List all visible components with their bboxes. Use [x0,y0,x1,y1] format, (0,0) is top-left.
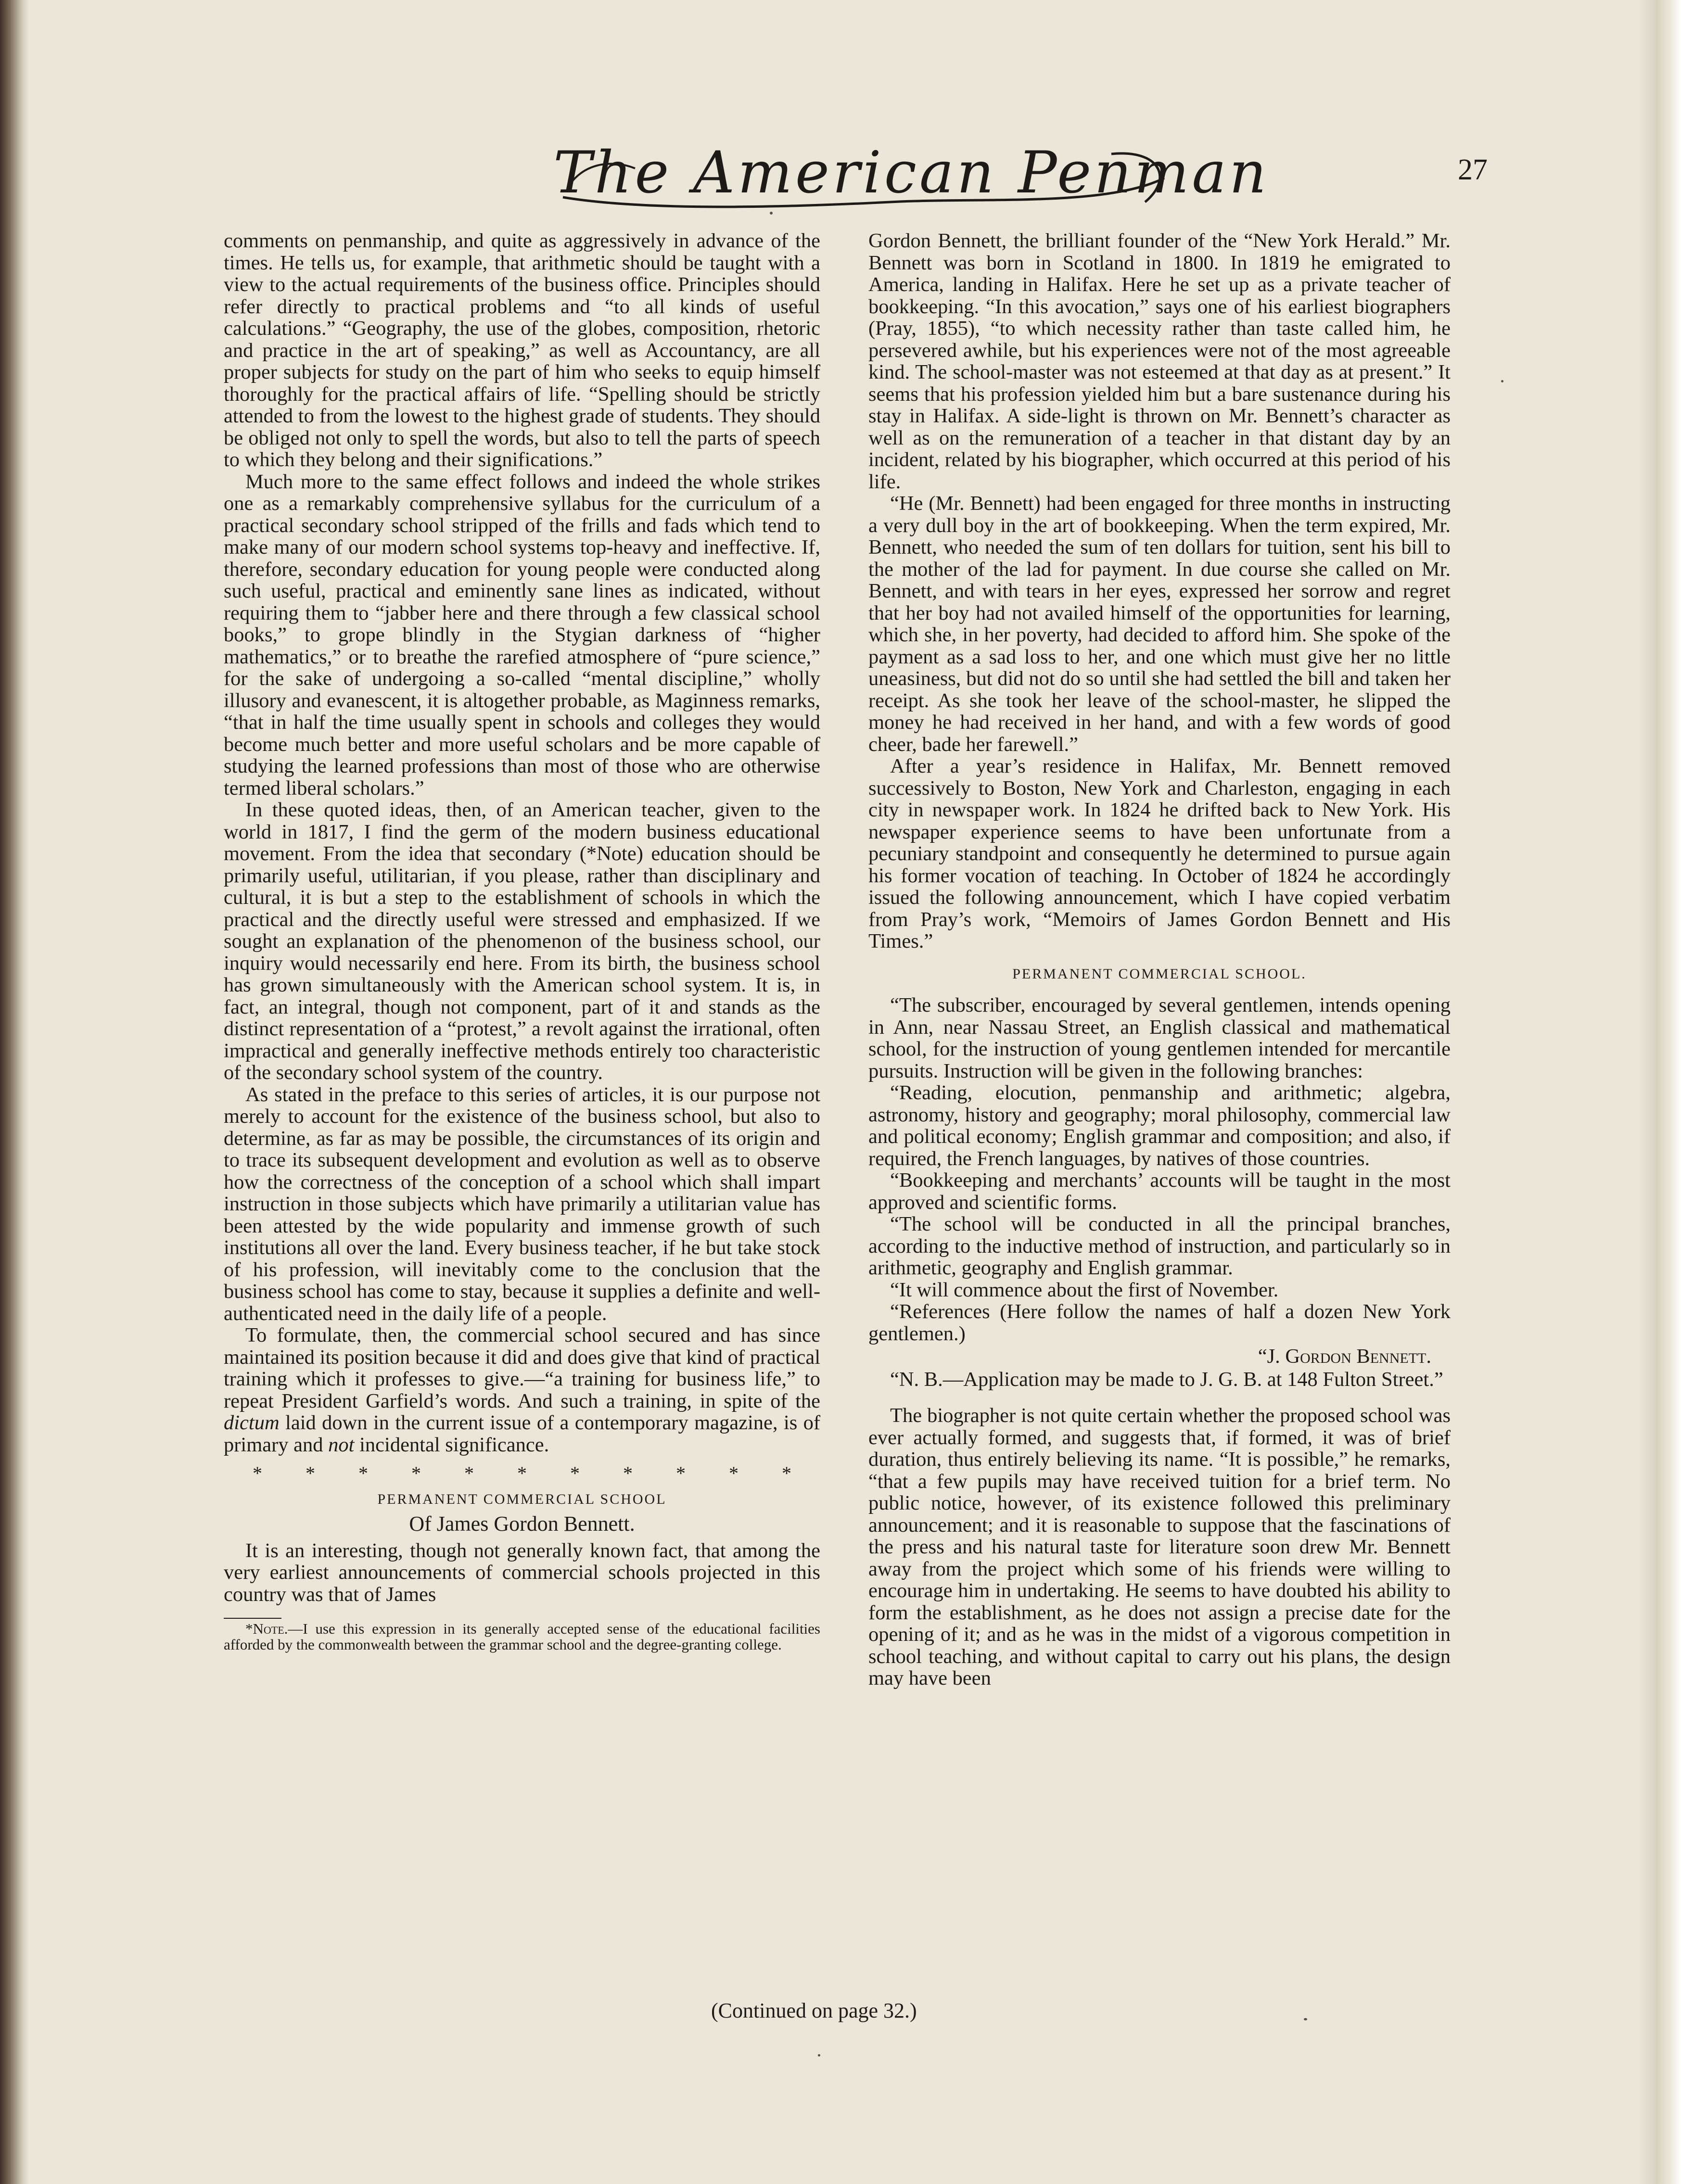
page-number: 27 [1458,153,1488,186]
paragraph [224,1324,820,1456]
paragraph: comments on penmanship, and quite as aggressively in advance of the times. He tells us, for example, that arithmetic should be taught with a view to the actual requirements of the business office. Principles should refer directly to practical problems and “to all kinds of useful calculations.” “Geography, the use of the globes, composition, rhetoric and practice in the art of speaking,” as well as Accountancy, are all proper subjects for study on the part of him who seeks to equip himself thoroughly for the practical affairs of life. “Spelling should be strictly attended to from the lowest to the highest grade of students. They should be obliged not only to spell the words, but also to tell the parts of speech to which they belong and their significations.” [224,229,820,471]
paragraph-text: To formulate, then, the commercial school secured and has since maintained its position because it did and does give that kind of practical training which it professes to give.—“a training for business life,” to repeat President Garfield’s words. And such a training, in spite of the [224,1324,820,1412]
paragraph: In these quoted ideas, then, of an American teacher, given to the world in 1817, I find the germ of the modern business educational movement. From the idea that secondary (*Note) education should be primarily useful, utilitarian, if you please, rather than disciplinary and cultural, it is but a step to the establishment of schools in which the practical and the directly useful were stressed and emphasized. If we sought an explanation of the phenomenon of the business school, our inquiry would necessarily end here. From its birth, the business school has grown simultaneously with the American school system. It is, in fact, an integral, though not component, part of it and stands as the distinct representation of a “protest,” a revolt against the irrational, often impractical and generally ineffective methods entirely too characteristic of the secondary school system of the country. [224,799,820,1084]
masthead-title: The American Penman [553,140,1270,206]
paper-speck [818,2054,820,2057]
paragraph: The biographer is not quite certain whether the proposed school was ever actually formed, and suggests that, if formed, it was of brief duration, thus entirely believing its name. “It is possible,” he remarks, “that a few pupils may have received tuition for a brief term. No public notice, however, of its existence followed this preliminary announcement; and it is reasonable to suppose that the fascinations of the press and his natural taste for literature soon drew Mr. Bennett away from the project which some of his friends were willing to encourage him in undertaking. He seems to have doubted his ability to form the establishment, as he does not assign a precise date for the opening of it; and as he was in the midst of a vigorous competition in school teaching, and without capital to carry out his plans, the design may have been [868,1404,1451,1689]
announcement-paragraph: “The school will be conducted in all the principal branches, according to the inductive method of instruction, and particularly so in arithmetic, geography and English grammar. [868,1213,1451,1279]
announcement-paragraph: “Bookkeeping and merchants’ accounts will be taught in the most approved and scientific forms. [868,1169,1451,1214]
right-column [868,230,1451,1689]
paragraph-text: incidental significance. [359,1433,549,1456]
paragraph-text: laid down in the current issue of a contemporary [285,1411,688,1434]
left-column [224,230,820,1652]
spacer [868,1390,1451,1405]
paragraph: As stated in the preface to this series of articles, it is our purpose not merely to account for the existence of the business school, but also to determine, as far as may be possible, the circumstances of its origin and to trace its subsequent development and evolution as well as to observe how the correctness of the conception of a school which shall impart instruction in those subjects which have primarily a utilitarian value has been attested by the wide popularity and immense growth of such institutions all over the land. Every business teacher, if he but take stock of his profession, will inevitably come to the conclusion that the business school has come to stay, because it supplies a definite and well-authenticated need in the daily life of a people. [224,1083,820,1325]
masthead [553,135,1270,216]
footnote [224,1621,820,1652]
announcement-signature: “J. Gordon Bennett. [1258,1345,1431,1368]
announcement-heading: PERMANENT COMMERCIAL SCHOOL. [1012,965,1307,982]
announcement-paragraph: “The subscriber, encouraged by several gentlemen, intends opening in Ann, near Nassau Street, an English classical and mathematical school, for the instruction of young gentlemen intended for mercantile pursuits. Instruction will be given in the following branches: [868,994,1451,1082]
paper-speck [1304,2018,1307,2020]
page-binding-shadow [0,0,29,2184]
section-divider-asterisks: * * * * * * * * * * * [253,1462,811,1484]
paragraph: Much more to the same effect follows and indeed the whole strikes one as a remarkably comprehensive syllabus for the curriculum of a practical secondary school stripped of the frills and fads which tend to make many of our modern school systems top-heavy and ineffective. If, therefore, secondary education for young people were conducted along such useful, practical and eminently sane lines as indicated, without requiring them to “jabber here and there through a few classical school books,” to grope blindly in the Stygian darkness of “higher mathematics,” or to breathe the rarefied atmosphere of “pure science,” for the sake of undergoing a so-called “mental discipline,” wholly illusory and evanescent, it is altogether probable, as Maginness remarks, “that in half the time usually spent in schools and colleges they would become much better and more useful scholars and be more capable of studying the learned professions than most of those who are otherwise termed liberal scholars.” [224,470,820,800]
emphasis-dictum: dictum [224,1411,280,1434]
footnote-text: —I use this expression in its generally accepted sense of the educational facilities afforded by the commonwealth between the grammar school and the degree-granting college. [224,1620,820,1653]
paragraph-text: magazine, is of primary and [224,1411,821,1456]
announcement-paragraph: “Reading, elocution, penmanship and arithmetic; algebra, astronomy, history and geography; moral philosophy, commercial law and political economy; English grammar and composition; and also, if required, the French languages, by natives of those countries. [868,1081,1451,1170]
announcement-nb: “N. B.—Application may be made to J. G. B. at 148 Fulton Street.” [890,1368,1443,1391]
paragraph: “He (Mr. Bennett) had been engaged for three months in instructing a very dull boy in the art of bookkeeping. When the term expired, Mr. Bennett, who needed the sum of ten dollars for tuition, sent his bill to the mother of the lad for payment. In due course she called on Mr. Bennett, and with tears in her eyes, expressed her sorrow and regret that her boy had not availed himself of the opportunities for learning, which she, in her poverty, had decided to afford him. She spoke of the payment as a sad loss to her, and one which must give her no little uneasiness, but did not do so until she had settled the bill and taken her receipt. As she took her leave of the school-master, he slipped the money he had received in her hand, and with a few words of good cheer, bade her farewell.” [868,492,1451,756]
section-heading: PERMANENT COMMERCIAL SCHOOL [377,1491,667,1507]
paper-speck [770,212,773,215]
footnote-lead: *Note. [245,1620,288,1637]
paragraph: It is an interesting, though not generally known fact, that among the very earliest announcements of commercial schools projected in this country was that of James [224,1539,820,1606]
paper-speck [1501,380,1503,382]
footnote-rule [224,1618,281,1619]
paragraph: After a year’s residence in Halifax, Mr. Bennett removed successively to Boston, New York and Charleston, engaging in each city in newspaper work. In 1824 he drifted back to New York. His newspaper experience seems to have been unfortunate from a pecuniary standpoint and consequently he determined to pursue again his former vocation of teaching. In October of 1824 he accordingly issued the following announcement, which I have copied verbatim from Pray’s work, “Memoirs of James Gordon Bennett and His Times.” [868,755,1451,952]
emphasis-not: not [328,1433,355,1456]
paragraph: Gordon Bennett, the brilliant founder of the “New York Herald.” Mr. Bennett was born in Scotland in 1800. In 1819 he emigrated to America, landing in Halifax. Here he set up as a private teacher of bookkeeping. “In this avocation,” says one of his earliest biographers (Pray, 1855), “to which necessity rather than taste called him, he persevered awhile, but his experiences were not of the most agreeable kind. The school-master was not esteemed at that day as at present.” It seems that his profession yielded him but a bare sustenance during his stay in Halifax. A side-light is thrown on Mr. Bennett’s character as well as on the remuneration of a teacher in that distant day by an incident, related by his biographer, which occurred at this period of his life. [868,229,1451,493]
section-subheading: Of James Gordon Bennett. [409,1512,635,1536]
announcement-paragraph: “References (Here follow the names of half a dozen New York gentlemen.) [868,1300,1451,1345]
continued-note: (Continued on page 32.) [711,1999,917,2022]
page-edge [1638,0,1681,2184]
announcement-paragraph: “It will commence about the first of November. [890,1278,1279,1301]
